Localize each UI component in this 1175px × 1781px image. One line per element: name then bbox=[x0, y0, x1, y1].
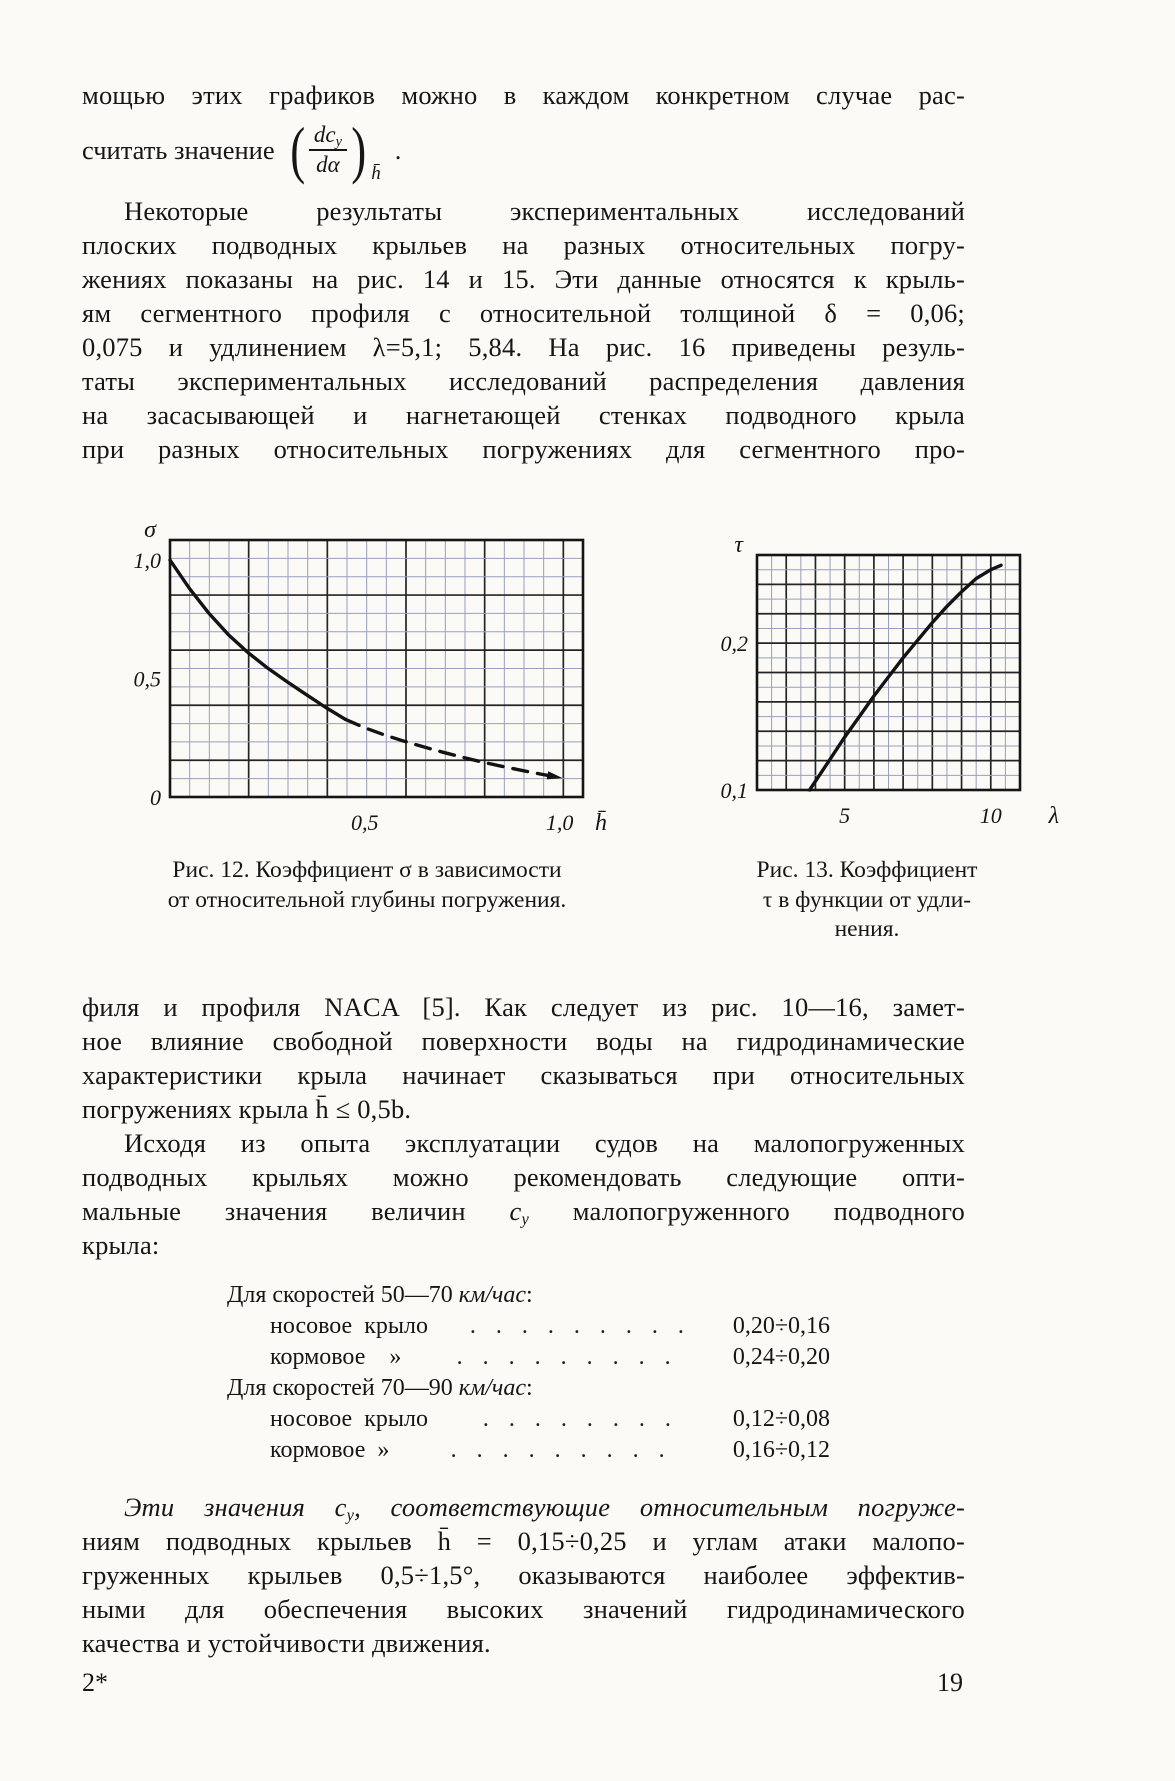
text-line: при разных относительных погружениях для сегментного про- bbox=[82, 434, 965, 464]
svg-text:5: 5 bbox=[839, 803, 851, 828]
fig12-sigma-chart bbox=[113, 518, 613, 843]
text-line: груженных крыльев 0,5÷1,5°, оказываются наиболее эффектив- bbox=[82, 1560, 965, 1590]
page-footer bbox=[82, 1668, 963, 1698]
text-line: Эти значения $c_y$, соответствующие относительным погруже- bbox=[124, 1492, 966, 1525]
dot-leader: . . . . . . . . bbox=[482, 1406, 678, 1432]
svg-text:h̄: h̄ bbox=[595, 810, 607, 836]
dot-leader: . . . . . . . . . bbox=[450, 1437, 672, 1463]
text-line: ниям подводных крыльев h̄ = 0,15÷0,25 и углам атаки малопо- bbox=[82, 1526, 965, 1556]
text-line: на засасывающей и нагнетающей стенках подводного крыла bbox=[82, 400, 965, 430]
text-line: погружениях крыла h̄ ≤ 0,5b. bbox=[82, 1094, 412, 1124]
svg-text:10: 10 bbox=[979, 803, 1002, 828]
svg-text:0,2: 0,2 bbox=[720, 631, 748, 657]
formula-denominator: dα bbox=[316, 152, 340, 177]
list-item: носовое крыло . . . . . . . . . 0,20÷0,16 bbox=[270, 1311, 830, 1342]
svg-text:τ: τ bbox=[734, 533, 743, 558]
paragraph-4 bbox=[82, 1126, 965, 1262]
text-line: ям сегментного профиля с относительной толщиной δ = 0,06; bbox=[82, 298, 965, 328]
svg-text:0,5: 0,5 bbox=[133, 666, 161, 692]
text-line: ными для обеспечения высоких значений гидродинамического bbox=[82, 1594, 965, 1624]
text-line: Исходя из опыта эксплуатации судов на малопогруженных bbox=[124, 1128, 965, 1158]
speed-range-heading: Для скоростей 50—70 км/час: bbox=[227, 1282, 533, 1308]
dot-leader: . . . . . . . . . bbox=[469, 1313, 691, 1339]
figures-row bbox=[82, 466, 1059, 990]
formula-lead-text: считать значение bbox=[82, 134, 275, 165]
svg-text:σ: σ bbox=[144, 518, 156, 543]
text-line: ное влияние свободной поверхности воды на гидродинамические bbox=[82, 1026, 965, 1056]
text-line: филя и профиля NACA [5]. Как следует из рис. 10—16, замет- bbox=[82, 992, 965, 1022]
svg-text:1,0: 1,0 bbox=[133, 548, 161, 574]
text-line: 0,075 и удлинением λ=5,1; 5,84. На рис. 16 приведены резуль- bbox=[82, 332, 965, 362]
text-line: жениях показаны на рис. 14 и 15. Эти данные относятся к крыль- bbox=[82, 264, 965, 294]
paragraph-2 bbox=[82, 194, 965, 466]
list-item: кормовое » . . . . . . . . . 0,16÷0,12 bbox=[270, 1435, 830, 1466]
page-number: 19 bbox=[937, 1668, 963, 1697]
dot-leader: . . . . . . . . . bbox=[456, 1344, 678, 1370]
list-item: кормовое » . . . . . . . . . 0,24÷0,20 bbox=[270, 1342, 830, 1373]
speed-range-heading: Для скоростей 70—90 км/час: bbox=[227, 1375, 533, 1401]
text-line: подводных крыльях можно рекомендовать следующие опти- bbox=[82, 1162, 965, 1192]
paragraph-1 bbox=[82, 78, 965, 188]
paragraph-3 bbox=[82, 990, 965, 1126]
svg-text:0: 0 bbox=[150, 785, 161, 810]
cy-values-list bbox=[82, 1280, 965, 1466]
formula-period: . bbox=[394, 134, 402, 165]
fig13-tau-chart bbox=[705, 533, 1065, 836]
paragraph-5 bbox=[82, 1490, 965, 1660]
svg-text:0,1: 0,1 bbox=[720, 778, 748, 803]
signature-mark: 2* bbox=[82, 1668, 108, 1697]
text-line: Некоторые результаты экспериментальных исследований bbox=[124, 196, 965, 226]
svg-text:1,0: 1,0 bbox=[545, 810, 574, 835]
text-line: крыла: bbox=[82, 1230, 160, 1260]
formula-subscript: h̄ bbox=[371, 163, 381, 184]
text-line: мальные значения величин $c_y$ малопогруженного подводного bbox=[82, 1196, 965, 1229]
formula-fraction bbox=[309, 122, 347, 178]
formula-line: считать значение ( $\frac{dc_y}{d\alpha}$ ) h̄ . bbox=[82, 114, 402, 185]
text-line: качества и устойчивости движения. bbox=[82, 1628, 491, 1658]
formula-numerator: $dc_y$ bbox=[309, 122, 347, 151]
svg-text:0,5: 0,5 bbox=[351, 810, 379, 835]
fig13-caption: Рис. 13. Коэффициент τ в функции от удли- нения. bbox=[756, 857, 978, 942]
text-line: мощью этих графиков можно в каждом конкретном случае рас- bbox=[82, 80, 965, 110]
text-line: характеристики крыла начинает сказываться при относительных bbox=[82, 1060, 965, 1090]
fig12-caption: Рис. 12. Коэффициент σ в зависимости от относительной глубины погружения. bbox=[167, 857, 567, 913]
text-line: плоских подводных крыльев на разных относительных погру- bbox=[82, 230, 965, 260]
list-item: носовое крыло . . . . . . . . 0,12÷0,08 bbox=[270, 1404, 830, 1435]
text-line: таты экспериментальных исследований распределения давления bbox=[82, 366, 965, 396]
svg-text:λ: λ bbox=[1048, 803, 1059, 829]
